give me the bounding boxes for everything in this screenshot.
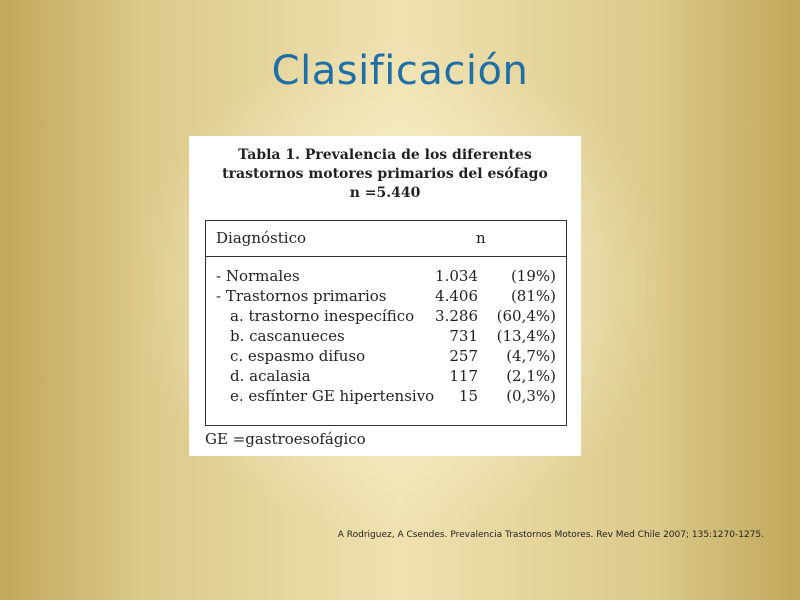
table-row bbox=[206, 307, 566, 327]
table-row bbox=[206, 387, 566, 407]
row-n: 731 bbox=[449, 327, 478, 345]
slide-title: Clasificación bbox=[271, 48, 529, 94]
caption-line-3: n =5.440 bbox=[349, 185, 421, 201]
table-row bbox=[206, 327, 566, 347]
table-row bbox=[206, 287, 566, 307]
citation: A Rodriguez, A Csendes. Prevalencia Trastornos Motores. Rev Med Chile 2007; 135:1270-1275. bbox=[337, 530, 764, 540]
row-n: 3.286 bbox=[435, 307, 478, 325]
table-header-row bbox=[206, 221, 566, 257]
row-n: 257 bbox=[449, 347, 478, 365]
row-pct: (19%) bbox=[510, 267, 556, 285]
caption-line-1: Tabla 1. Prevalencia de los diferentes bbox=[238, 147, 532, 163]
row-pct: (2,1%) bbox=[506, 367, 556, 385]
row-label: c. espasmo difuso bbox=[230, 347, 366, 365]
table-row bbox=[206, 367, 566, 387]
row-label: e. esfínter GE hipertensivo bbox=[230, 387, 435, 405]
row-n: 4.406 bbox=[435, 287, 478, 305]
row-label: - Normales bbox=[216, 267, 300, 285]
prevalence-table-image bbox=[189, 136, 581, 456]
row-pct: (13,4%) bbox=[496, 327, 556, 345]
table-caption bbox=[189, 146, 581, 203]
row-label: a. trastorno inespecífico bbox=[230, 307, 415, 325]
table-row bbox=[206, 347, 566, 367]
row-pct: (0,3%) bbox=[506, 387, 556, 405]
row-pct: (4,7%) bbox=[506, 347, 556, 365]
row-pct: (60,4%) bbox=[496, 307, 556, 325]
header-diagnosis: Diagnóstico bbox=[216, 229, 307, 247]
caption-line-2: trastornos motores primarios del esófago bbox=[222, 166, 548, 182]
row-label: - Trastornos primarios bbox=[216, 287, 387, 305]
table-footnote: GE =gastroesofágico bbox=[205, 430, 366, 448]
header-n: n bbox=[476, 229, 486, 247]
row-label: b. cascanueces bbox=[230, 327, 345, 345]
row-label: d. acalasia bbox=[230, 367, 311, 385]
table-grid bbox=[205, 220, 567, 426]
row-n: 117 bbox=[449, 367, 478, 385]
row-n: 1.034 bbox=[435, 267, 478, 285]
row-n: 15 bbox=[458, 387, 478, 405]
row-pct: (81%) bbox=[510, 287, 556, 305]
table-row bbox=[206, 267, 566, 287]
